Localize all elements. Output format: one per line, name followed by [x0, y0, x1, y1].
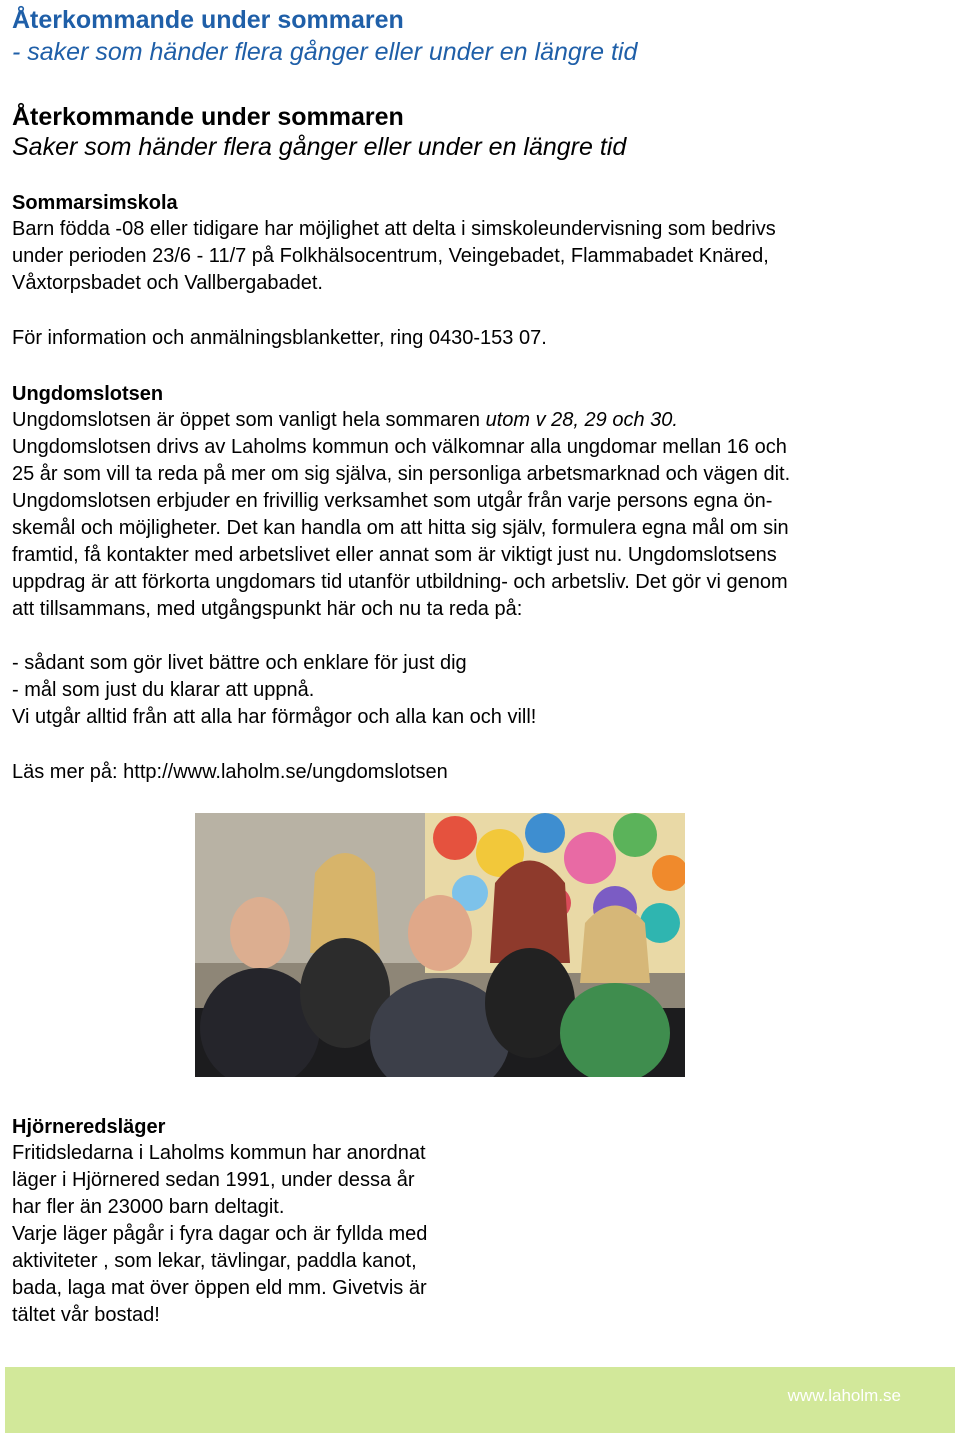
section-subtitle: Saker som händer flera gånger eller under en längre tid [12, 133, 627, 161]
ungdomslotsen-line: Ungdomslotsen erbjuder en frivillig verksamhet som utgår från varje persons egna ön- [12, 490, 773, 512]
ungdomslotsen-line: uppdrag är att förkorta ungdomars tid utanför utbildning- och arbetsliv. Det gör vi genom [12, 571, 788, 593]
ungdomslotsen-list-item: - mål som just du klarar att uppnå. [12, 679, 315, 701]
ungdomslotsen-list-item: Vi utgår alltid från att alla har förmågor och alla kan och vill! [12, 706, 537, 728]
footer-url[interactable]: www.laholm.se [787, 1386, 901, 1405]
sommarsimskola-line: Våxtorpsbadet och Vallbergabadet. [12, 272, 323, 294]
ungdomslotsen-list-item: - sådant som gör livet bättre och enklare för just dig [12, 652, 467, 674]
hjorneredslager-line: läger i Hjörnered sedan 1991, under dessa år [12, 1169, 415, 1191]
sommarsimskola-info: För information och anmälningsblanketter, ring 0430-153 07. [12, 327, 547, 349]
hjorneredslager-line: har fler än 23000 barn deltagit. [12, 1196, 285, 1218]
section-title: Återkommande under sommaren [12, 103, 404, 131]
ungdomslotsen-line: framtid, få kontakter med arbetslivet eller annat som är viktigt just nu. Ungdomslotsens [12, 544, 777, 566]
ungdomslotsen-open-text: Ungdomslotsen är öppet som vanligt hela sommaren [12, 409, 486, 431]
sommarsimskola-heading: Sommarsimskola [12, 192, 178, 214]
hjorneredslager-line: Varje läger pågår i fyra dagar och är fyllda med [12, 1223, 428, 1245]
ungdomslotsen-line: skemål och möjligheter. Det kan handla om att hitta sig själv, formulera egna mål om sin [12, 517, 789, 539]
ungdomslotsen-line: 25 år som vill ta reda på mer om sig själva, sin personliga arbetsmarknad och vägen dit. [12, 463, 791, 485]
ungdomslotsen-open [12, 407, 678, 434]
ungdomslotsen-open-exception: utom v 28, 29 och 30. [485, 409, 678, 431]
page-subtitle: - saker som händer flera gånger eller under en längre tid [12, 38, 638, 66]
hjorneredslager-line: bada, laga mat över öppen eld mm. Givetvis är [12, 1277, 427, 1299]
page-title: Återkommande under sommaren [12, 6, 404, 34]
ungdomslotsen-line: att tillsammans, med utgångspunkt här och nu ta reda på: [12, 598, 523, 620]
ungdomslotsen-read-more[interactable]: Läs mer på: http://www.laholm.se/ungdomslotsen [12, 761, 448, 783]
footer-bar [5, 1367, 955, 1433]
ungdomslotsen-line: Ungdomslotsen drivs av Laholms kommun och välkomnar alla ungdomar mellan 16 och [12, 436, 787, 458]
ungdomslotsen-heading: Ungdomslotsen [12, 383, 164, 405]
hjorneredslager-line: Fritidsledarna i Laholms kommun har anordnat [12, 1142, 426, 1164]
sommarsimskola-line: under perioden 23/6 - 11/7 på Folkhälsocentrum, Veingebadet, Flammabadet Knäred, [12, 245, 769, 267]
group-photo [195, 813, 685, 1077]
sommarsimskola-line: Barn födda -08 eller tidigare har möjlighet att delta i simskoleundervisning som bedrivs [12, 218, 776, 240]
hjorneredslager-heading: Hjörneredsläger [12, 1116, 166, 1138]
hjorneredslager-line: tältet vår bostad! [12, 1304, 160, 1326]
hjorneredslager-line: aktiviteter , som lekar, tävlingar, paddla kanot, [12, 1250, 417, 1272]
